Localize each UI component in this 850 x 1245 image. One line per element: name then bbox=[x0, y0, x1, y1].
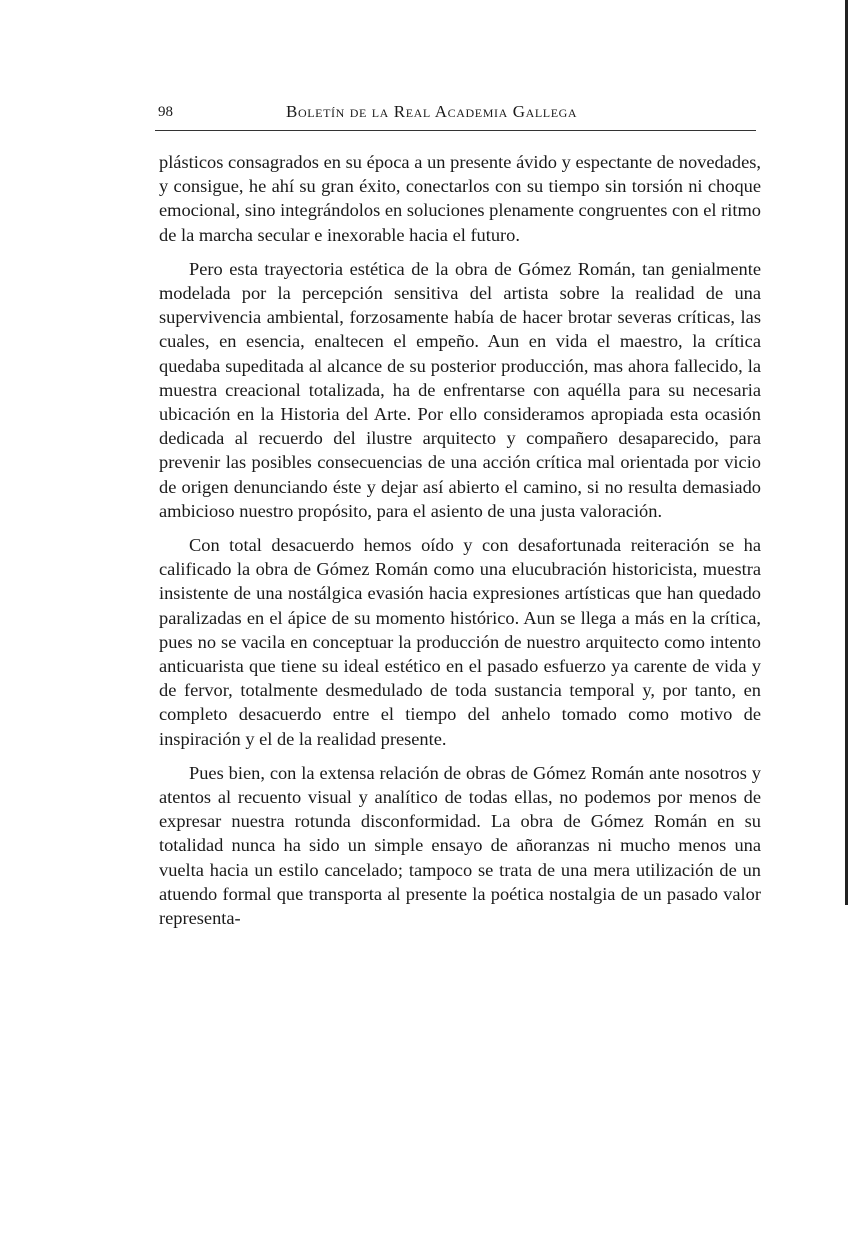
page-edge-shadow bbox=[845, 0, 848, 905]
paragraph-3: Con total desacuerdo hemos oído y con desafortunada reiteración se ha calificado la obra de Gómez Román como una elucubración historicista, muestra insistente de una nostálgica evasión hacia expresiones artísticas que han quedado paralizadas en el ápice de su momento histórico. Aun se llega a más en la crítica, pues no se vacila en conceptuar la producción de nuestro arquitecto como intento anticuarista que tiene su ideal estético en el pasado esfuerzo ya carente de vida y de fervor, totalmente desmedulado de toda sustancia temporal y, por tanto, en completo desacuerdo entre el tiempo del anhelo tomado como motivo de inspiración y el de la realidad presente. bbox=[159, 535, 761, 749]
body-text bbox=[159, 150, 761, 930]
page-number: 98 bbox=[158, 104, 173, 120]
paragraph-2: Pero esta trayectoria estética de la obra de Gómez Román, tan genialmente modelada por la percepción sensitiva del artista sobre la realidad de una supervivencia ambiental, forzosamente había de hacer brotar severas críticas, las cuales, en esencia, enaltecen el empeño. Aun en vida el maestro, la crítica quedaba supeditada al alcance de su posterior producción, mas ahora fallecido, la muestra creacional totalizada, ha de enfrentarse con aquélla para su necesaria ubicación en la Historia del Arte. Por ello consideramos apropiada esta ocasión dedicada al recuerdo del ilustre arquitecto y compañero desaparecido, para prevenir las posibles consecuencias de una acción crítica mal orientada por vicio de origen denunciando éste y dejar así abierto el camino, si no resulta demasiado ambicioso nuestro propósito, para el asiento de una justa valoración. bbox=[159, 258, 761, 521]
running-title: Boletín de la Real Academia Gallega bbox=[286, 102, 578, 121]
header-rule bbox=[155, 130, 756, 131]
page-header bbox=[158, 100, 756, 124]
paragraph-1: plásticos consagrados en su época a un presente ávido y espectante de novedades, y consigue, he ahí su gran éxito, conectarlos con su tiempo sin torsión ni choque emocional, sino integrándolos en soluciones plenamente congruentes con el ritmo de la marcha secular e inexorable hacia el futuro. bbox=[159, 152, 761, 245]
paragraph-4: Pues bien, con la extensa relación de obras de Gómez Román ante nosotros y atentos al recuento visual y analítico de todas ellas, no podemos por menos de expresar nuestra rotunda disconformidad. La obra de Gómez Román en su totalidad nunca ha sido un simple ensayo de añoranzas ni mucho menos una vuelta hacia un estilo cancelado; tampoco se trata de una mera utilización de un atuendo formal que transporta al presente la poética nostalgia de un pasado valor representa- bbox=[159, 762, 761, 929]
